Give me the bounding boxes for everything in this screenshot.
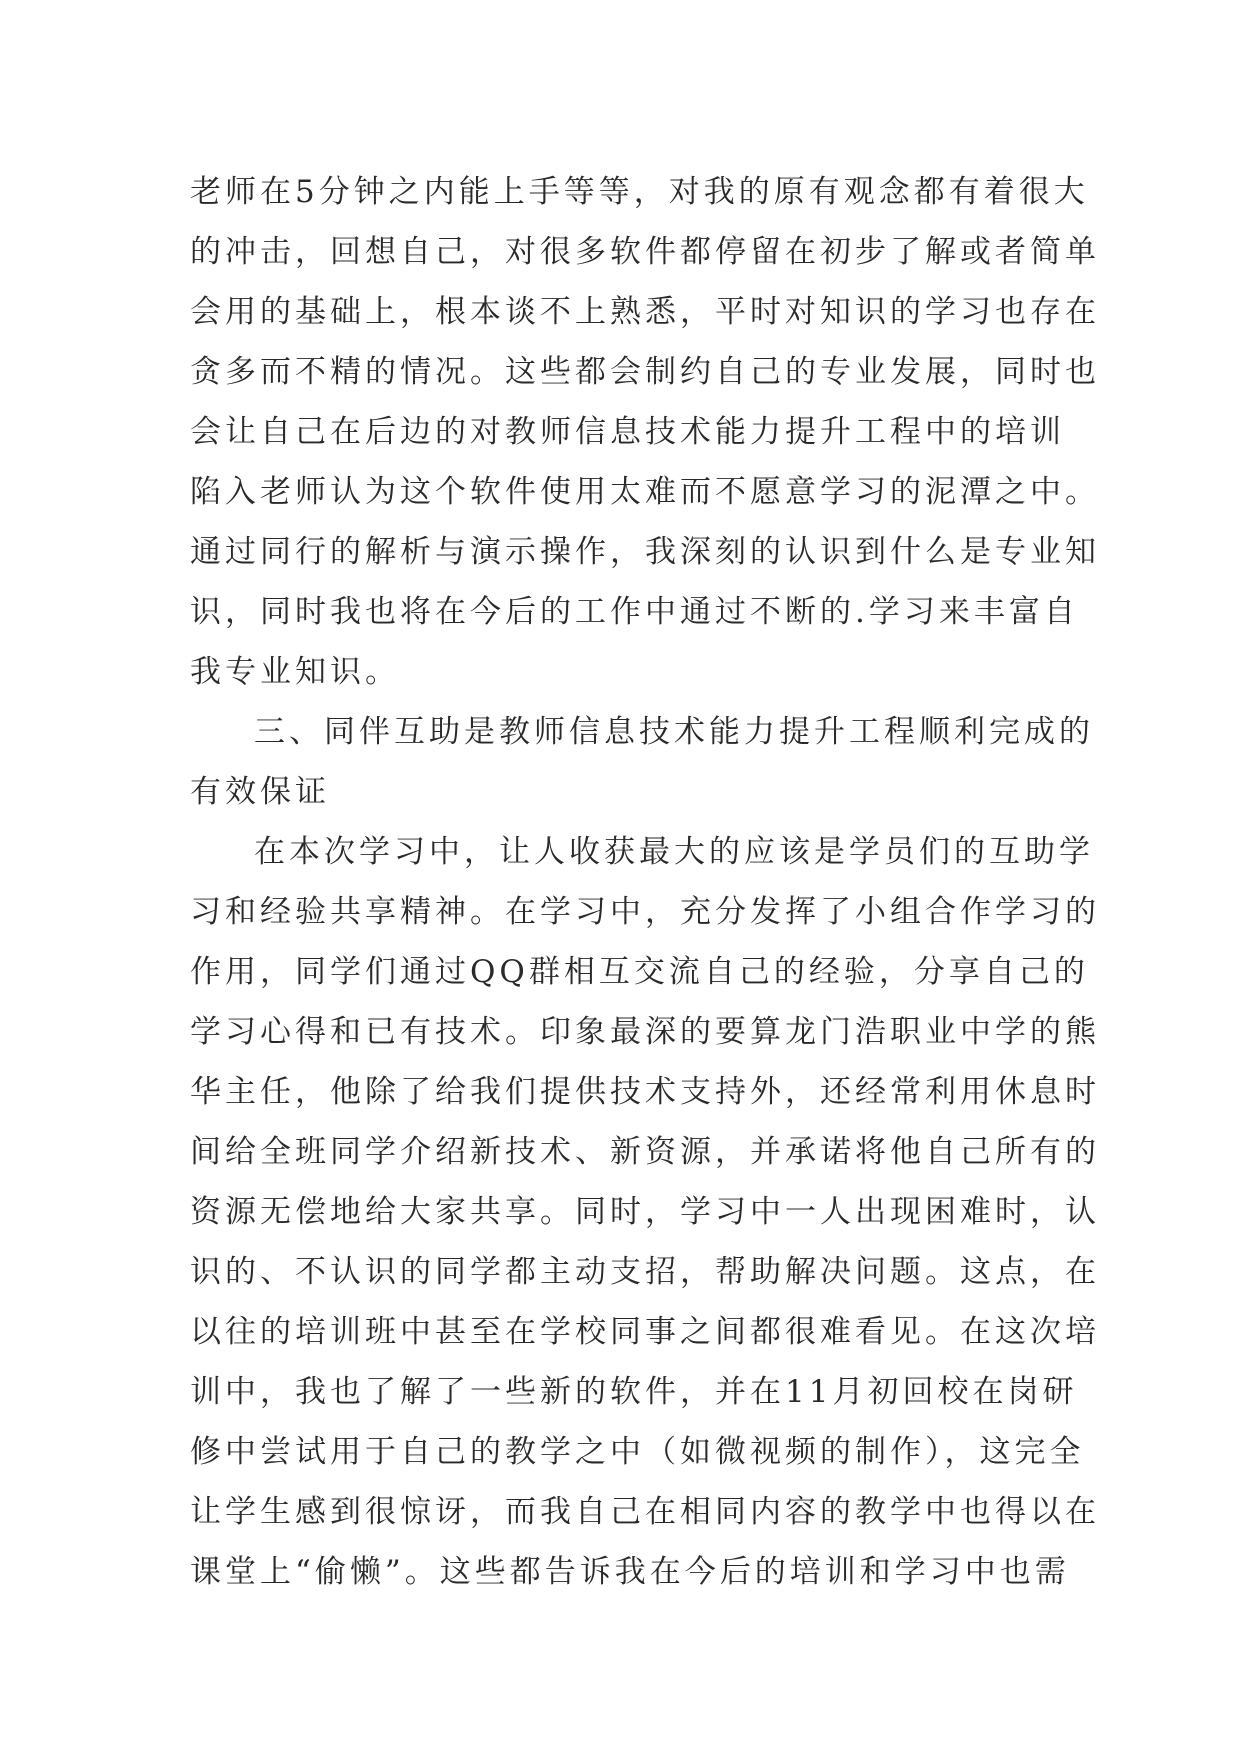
text-line: 会让自己在后边的对教师信息技术能力提升工程中的培训 bbox=[190, 414, 1065, 450]
text-line: 在本次学习中，让人收获最大的应该是学员们的互助学 bbox=[254, 834, 1094, 870]
text-line: 以往的培训班中甚至在学校同事之间都很难看见。在这次培 bbox=[190, 1314, 1100, 1350]
text-line: 间给全班同学介绍新技术、新资源，并承诺将他自己所有的 bbox=[190, 1134, 1100, 1170]
text-line: 的冲击，回想自己，对很多软件都停留在初步了解或者简单 bbox=[190, 234, 1100, 270]
text-line: 资源无偿地给大家共享。同时，学习中一人出现困难时，认 bbox=[190, 1194, 1100, 1230]
text-line: 老师在5分钟之内能上手等等，对我的原有观念都有着很大 bbox=[190, 174, 1089, 210]
text-line: 习和经验共享精神。在学习中，充分发挥了小组合作学习的 bbox=[190, 894, 1100, 930]
text-line: 我专业知识。 bbox=[190, 654, 400, 690]
text-line: 陷入老师认为这个软件使用太难而不愿意学习的泥潭之中。 bbox=[190, 474, 1100, 510]
text-line: 作用，同学们通过QQ群相互交流自己的经验，分享自己的 bbox=[190, 954, 1089, 990]
body-text bbox=[190, 162, 1100, 1602]
text-line: 修中尝试用于自己的教学之中（如微视频的制作），这完全 bbox=[190, 1434, 1085, 1470]
text-line: 华主任，他除了给我们提供技术支持外，还经常利用休息时 bbox=[190, 1074, 1100, 1110]
text-line: 让学生感到很惊讶，而我自己在相同内容的教学中也得以在 bbox=[190, 1494, 1100, 1530]
text-line: 通过同行的解析与演示操作，我深刻的认识到什么是专业知 bbox=[190, 534, 1100, 570]
section-heading-line: 有效保证 bbox=[190, 774, 330, 810]
text-line: 会用的基础上，根本谈不上熟悉，平时对知识的学习也存在 bbox=[190, 294, 1100, 330]
text-line: 课堂上“偷懒”。这些都告诉我在今后的培训和学习中也需 bbox=[190, 1554, 1070, 1590]
section-heading-line: 三、同伴互助是教师信息技术能力提升工程顺利完成的 bbox=[254, 714, 1094, 750]
text-line: 贪多而不精的情况。这些都会制约自己的专业发展，同时也 bbox=[190, 354, 1100, 390]
text-line: 识的、不认识的同学都主动支招，帮助解决问题。这点，在 bbox=[190, 1254, 1100, 1290]
text-line: 识，同时我也将在今后的工作中通过不断的.学习来丰富自 bbox=[190, 594, 1079, 630]
text-line: 训中，我也了解了一些新的软件，并在11月初回校在岗研 bbox=[190, 1374, 1078, 1410]
text-line: 学习心得和已有技术。印象最深的要算龙门浩职业中学的熊 bbox=[190, 1014, 1100, 1050]
